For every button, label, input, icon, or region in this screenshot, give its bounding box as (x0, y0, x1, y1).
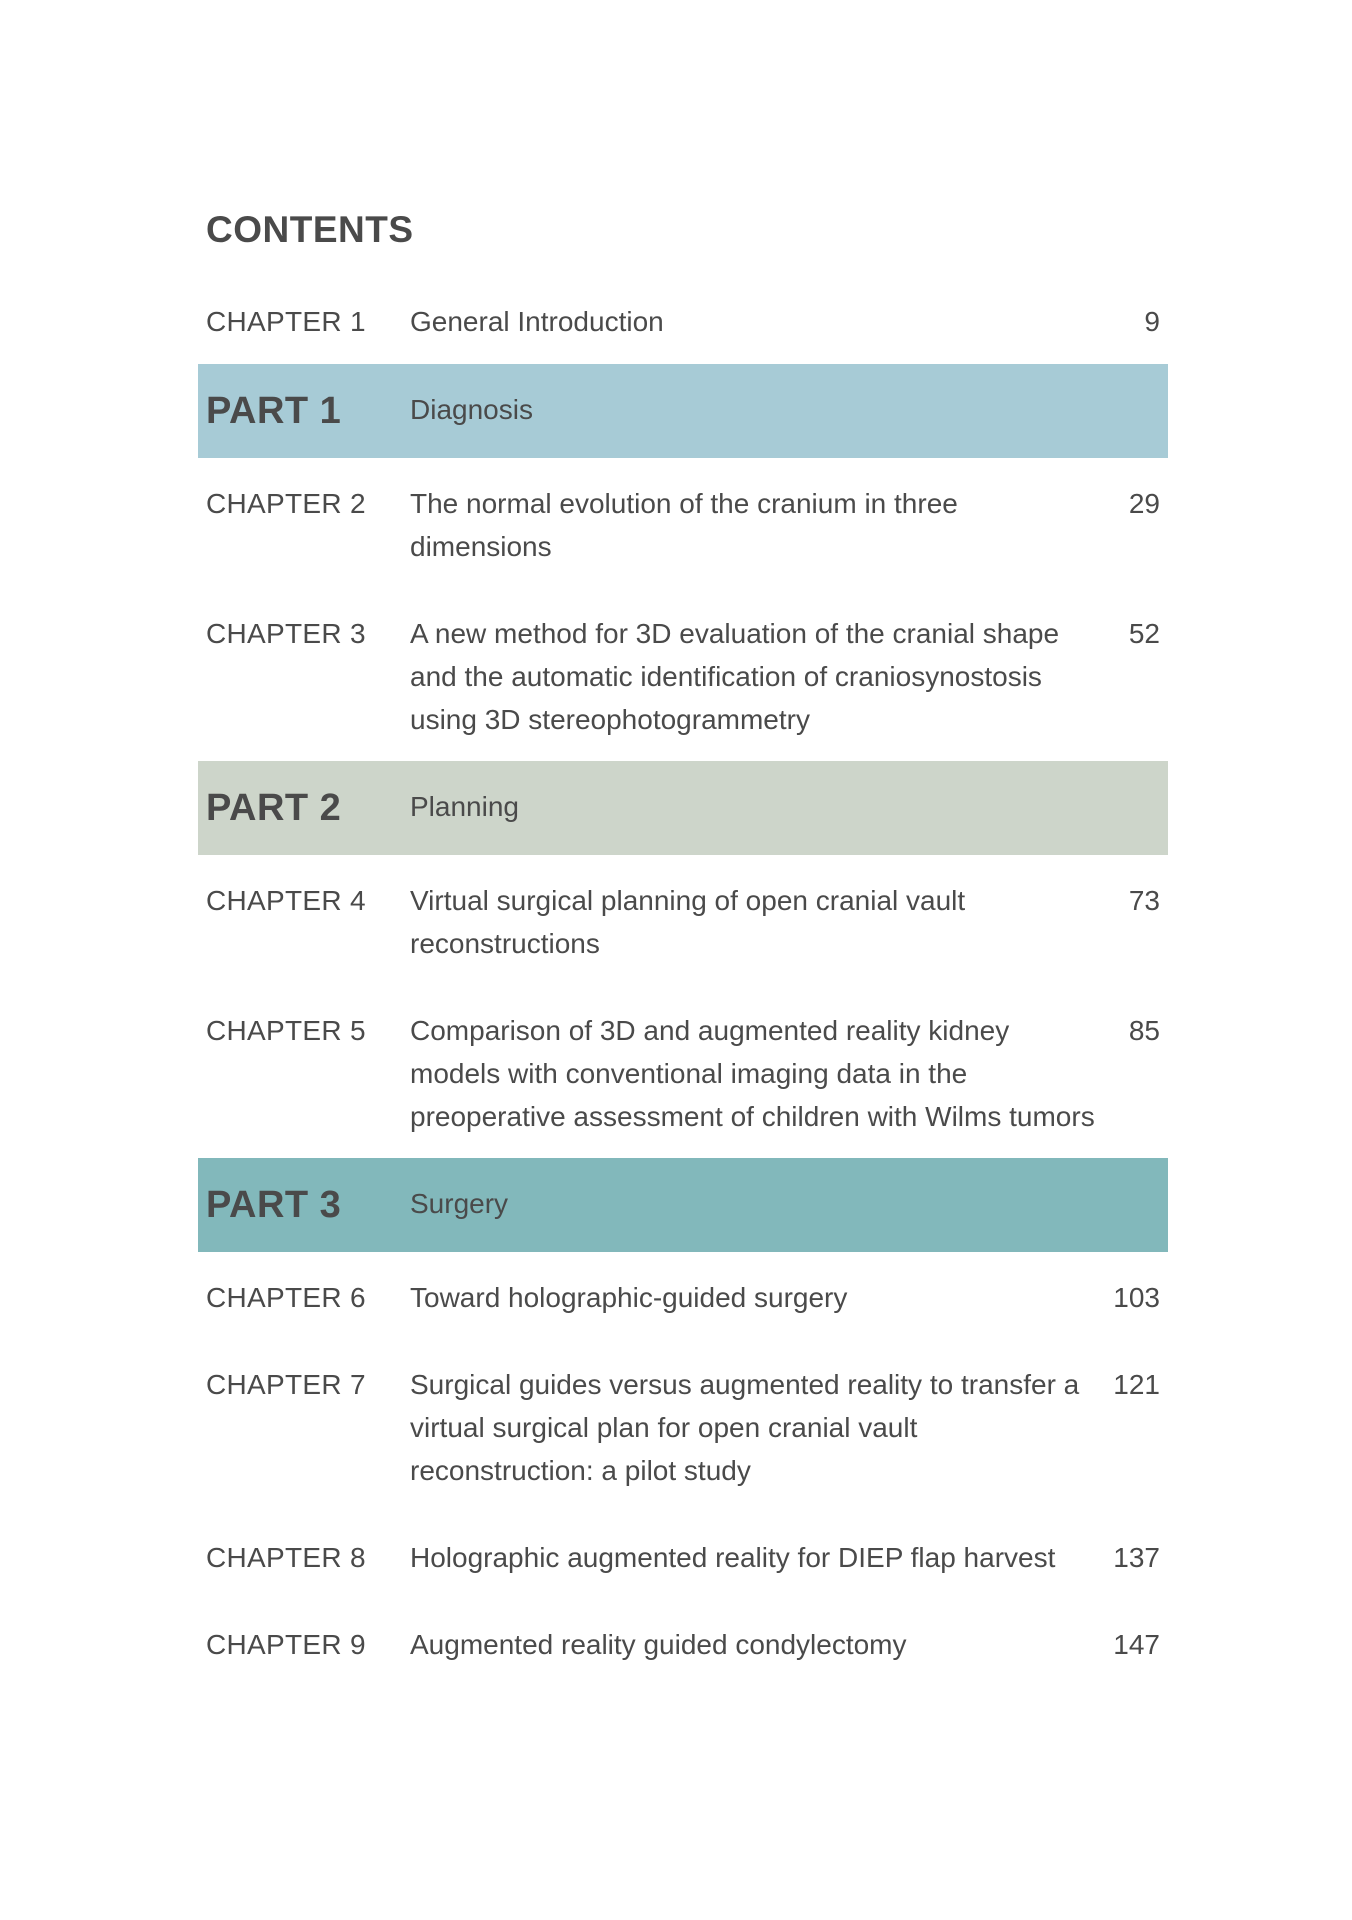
chapter-label: CHAPTER 1 (206, 306, 366, 337)
chapter-label: CHAPTER 7 (206, 1369, 366, 1400)
chapter-page-number: 52 (1128, 618, 1160, 649)
chapter-title: Virtual surgical planning of open cranial vault reconstructions (410, 885, 966, 959)
chapter-title: The normal evolution of the cranium in three dimensions (410, 488, 958, 562)
chapter-label: CHAPTER 9 (206, 1629, 366, 1660)
chapter-page-number: 147 (1113, 1629, 1160, 1660)
part-title: Diagnosis (410, 394, 533, 425)
part-label: PART 1 (206, 390, 342, 432)
chapter-label: CHAPTER 3 (206, 618, 366, 649)
chapter-label: CHAPTER 5 (206, 1015, 366, 1046)
chapter-page-number: 9 (1144, 306, 1160, 337)
part-banner-1 (198, 364, 1168, 458)
chapter-title: Augmented reality guided condylectomy (410, 1629, 907, 1660)
chapter-title: A new method for 3D evaluation of the cranial shape and the automatic identification of craniosynostosis using 3D stereophotogrammetry (410, 618, 1060, 735)
part-title: Surgery (410, 1188, 509, 1219)
chapter-page-number: 29 (1128, 488, 1160, 519)
chapter-label: CHAPTER 4 (206, 885, 366, 916)
chapter-page-number: 85 (1128, 1015, 1160, 1046)
part-banner-3 (198, 1158, 1168, 1252)
chapter-label: CHAPTER 8 (206, 1542, 366, 1573)
chapter-page-number: 103 (1113, 1282, 1160, 1313)
chapter-title: Comparison of 3D and augmented reality kidney models with conventional imaging data in the preoperative assessment of children with Wilms tumors (410, 1015, 1095, 1132)
chapter-title: Surgical guides versus augmented reality to transfer a virtual surgical plan for open cranial vault reconstruction: a pilot study (410, 1369, 1080, 1486)
chapter-title: General Introduction (410, 306, 664, 337)
chapter-page-number: 121 (1113, 1369, 1160, 1400)
chapter-title: Holographic augmented reality for DIEP flap harvest (410, 1542, 1056, 1573)
part-label: PART 3 (206, 1184, 342, 1226)
chapter-page-number: 73 (1128, 885, 1160, 916)
chapter-page-number: 137 (1113, 1542, 1160, 1573)
part-title: Planning (410, 791, 519, 822)
part-banner-2 (198, 761, 1168, 855)
chapter-title: Toward holographic-guided surgery (410, 1282, 848, 1313)
chapter-label: CHAPTER 6 (206, 1282, 366, 1313)
part-label: PART 2 (206, 787, 342, 829)
chapter-label: CHAPTER 2 (206, 488, 366, 519)
page-title: CONTENTS (206, 209, 414, 250)
